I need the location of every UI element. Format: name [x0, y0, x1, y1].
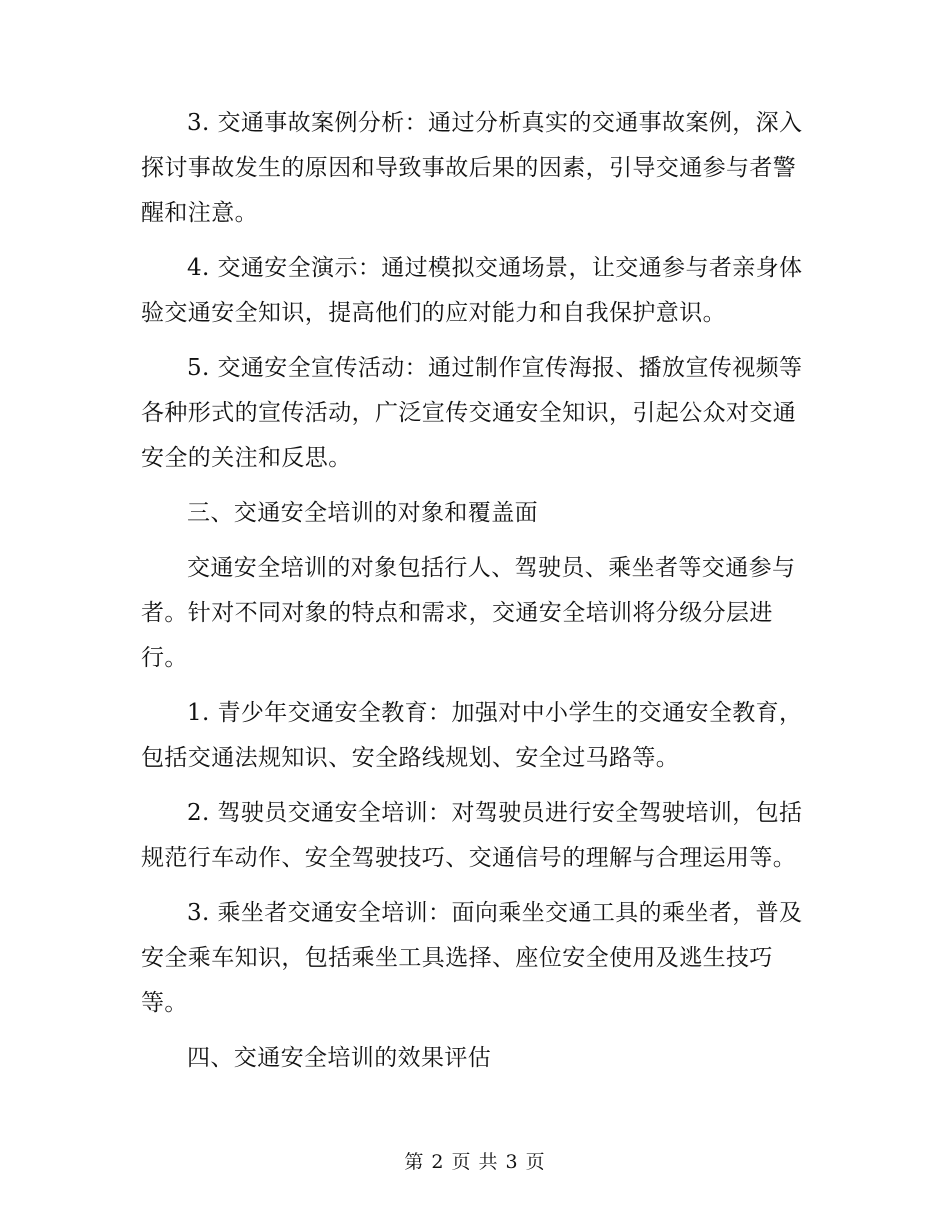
section-heading-effect-evaluation: 四、交通安全培训的效果评估 [187, 1045, 492, 1071]
paragraph-safety-demonstration: 4. 交通安全演示：通过模拟交通场景，让交通参与者亲身体验交通安全知识，提高他们的应对能力和自我保护意识。 [141, 255, 803, 326]
paragraph-driver-training: 2. 驾驶员交通安全培训：对驾驶员进行安全驾驶培训，包括规范行车动作、安全驾驶技巧、交通信号的理解与合理运用等。 [141, 800, 803, 871]
document-body [141, 101, 811, 1091]
paragraph-publicity-activities: 5. 交通安全宣传活动：通过制作宣传海报、播放宣传视频等各种形式的宣传活动，广泛宣传交通安全知识，引起公众对交通安全的关注和反思。 [141, 355, 803, 471]
page-number-footer: 第 2 页 共 3 页 [404, 1151, 546, 1173]
paragraph-passenger-training: 3. 乘坐者交通安全培训：面向乘坐交通工具的乘坐者，普及安全乘车知识，包括乘坐工具选择、座位安全使用及逃生技巧等。 [141, 900, 803, 1016]
paragraph-accident-case-analysis: 3. 交通事故案例分析：通过分析真实的交通事故案例，深入探讨事故发生的原因和导致事故后果的因素，引导交通参与者警醒和注意。 [141, 110, 803, 226]
section-heading-target-audience: 三、交通安全培训的对象和覆盖面 [187, 500, 538, 526]
paragraph-target-audience-intro: 交通安全培训的对象包括行人、驾驶员、乘坐者等交通参与者。针对不同对象的特点和需求，交通安全培训将分级分层进行。 [141, 555, 796, 671]
paragraph-youth-education: 1. 青少年交通安全教育：加强对中小学生的交通安全教育，包括交通法规知识、安全路线规划、安全过马路等。 [141, 700, 803, 771]
